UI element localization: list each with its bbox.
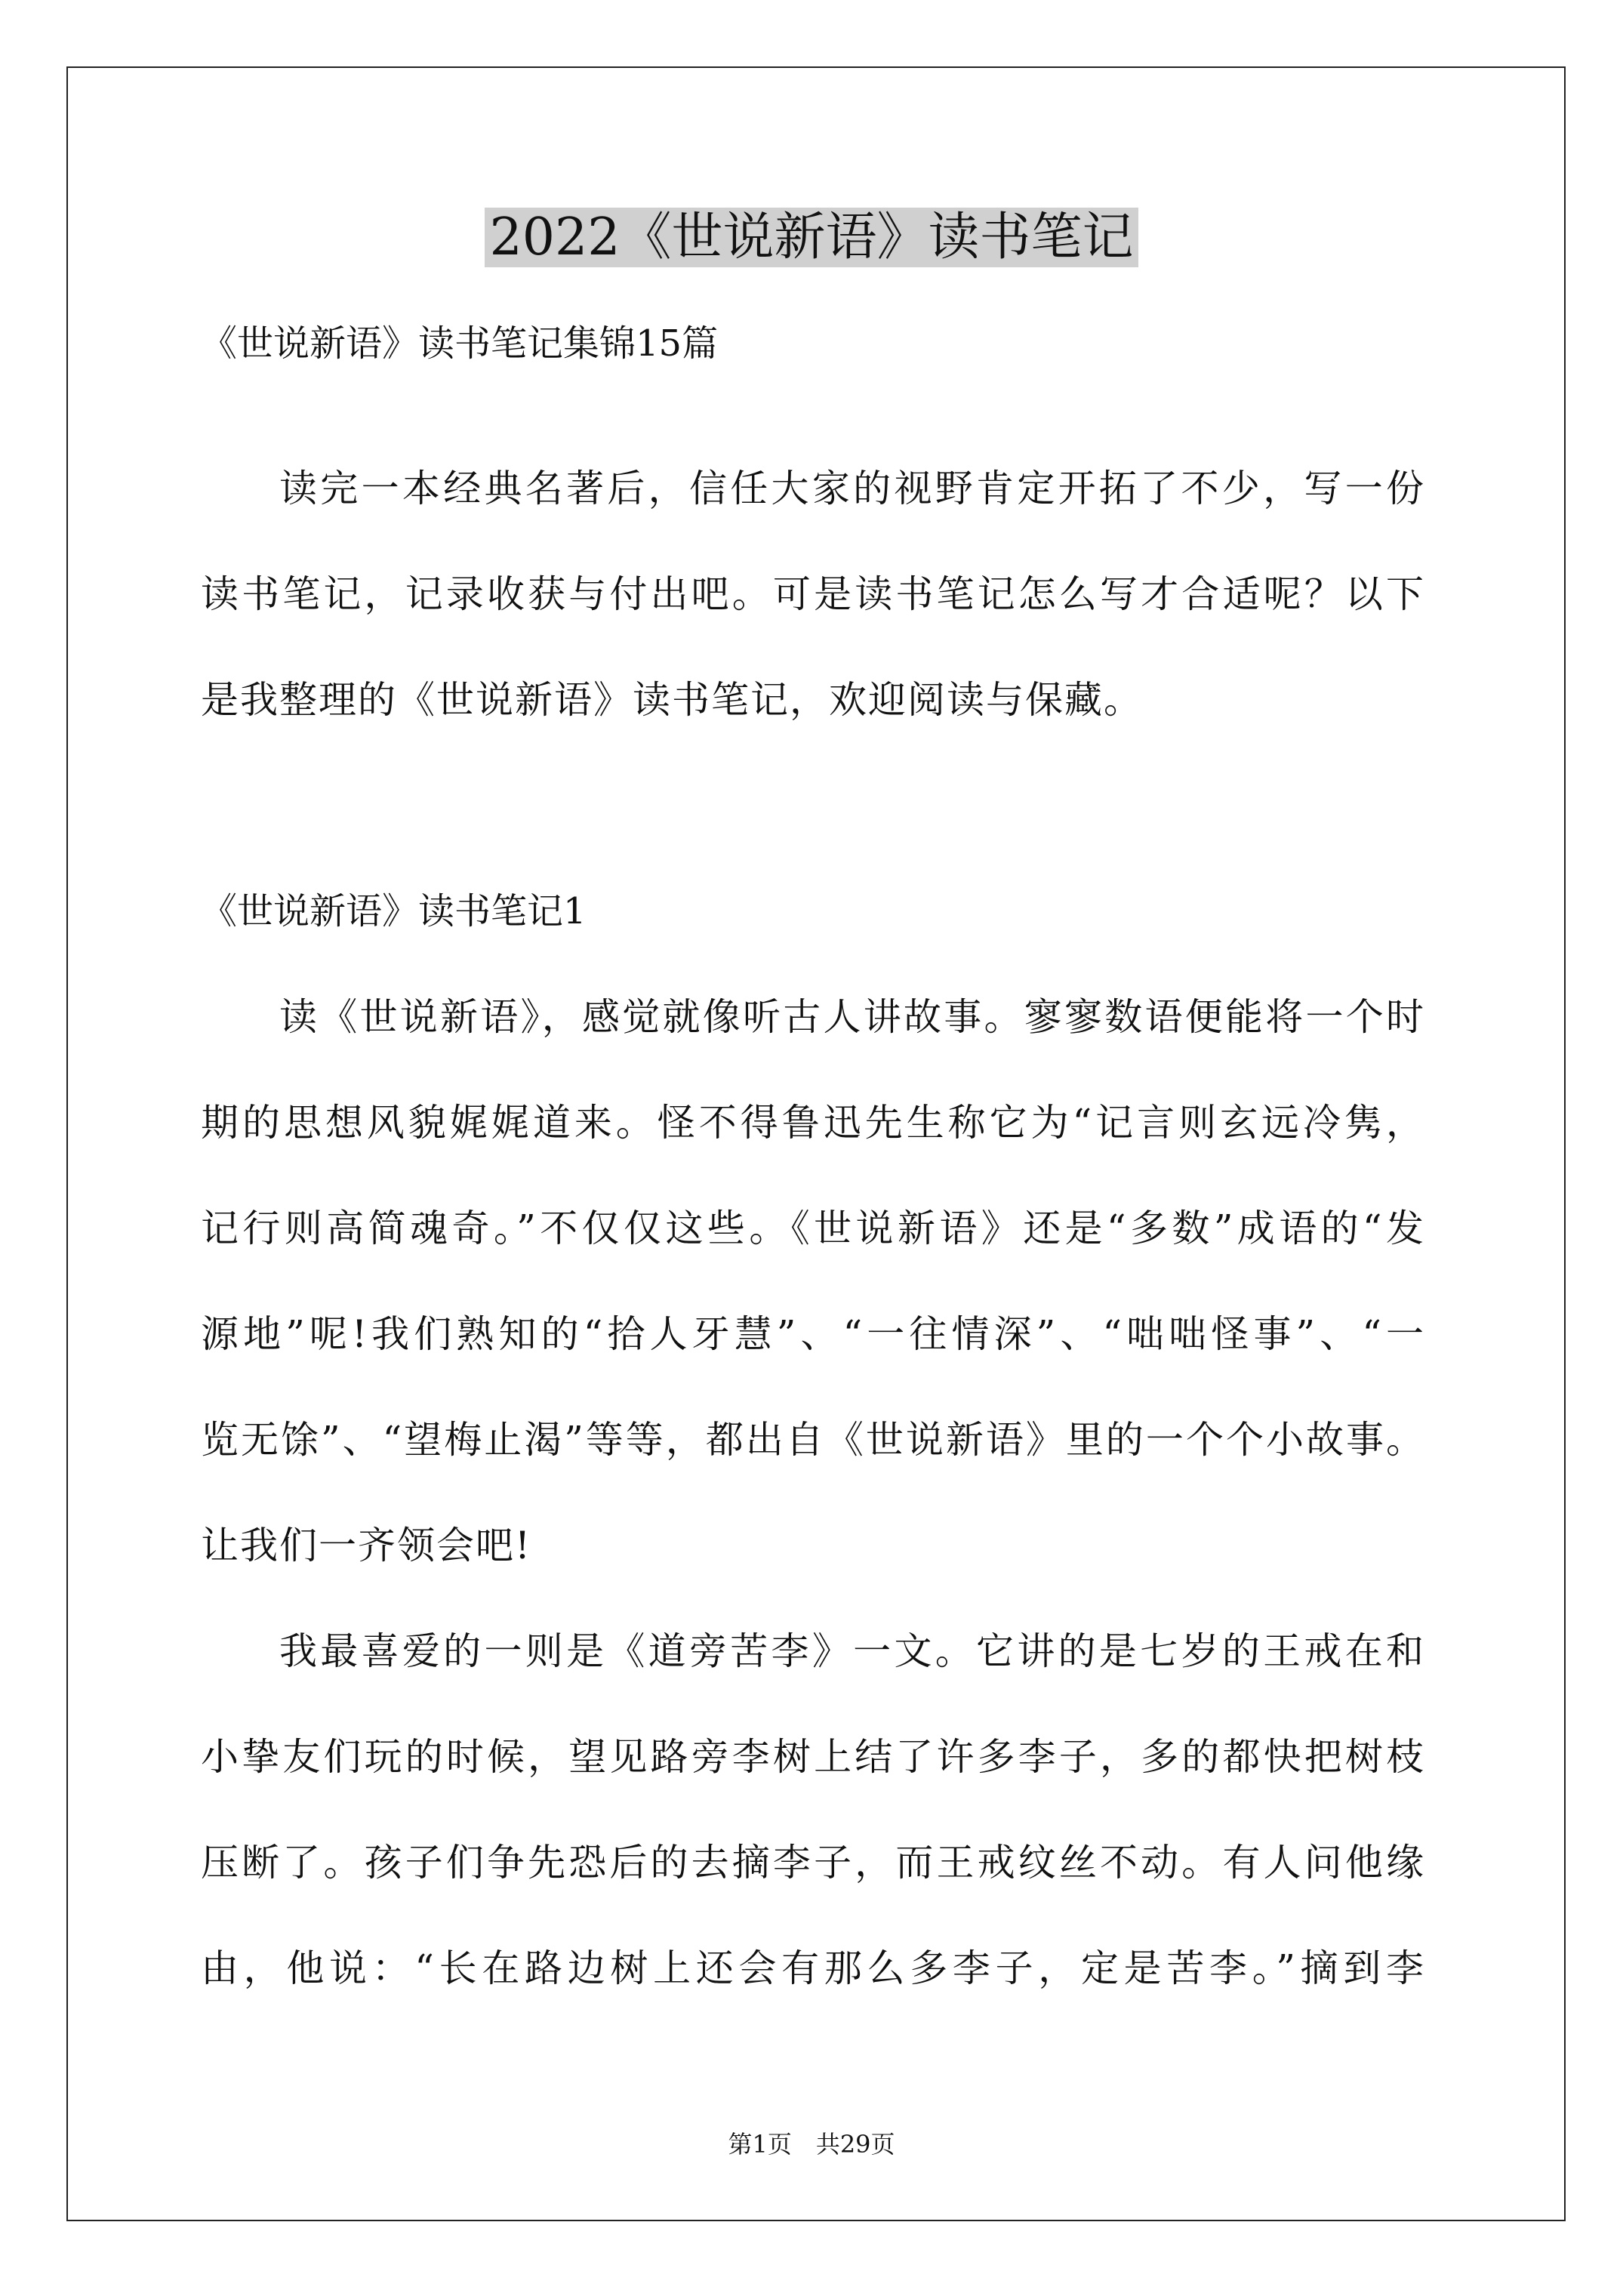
intro-line: 是我整理的《世说新语》读书笔记，欢迎阅读与保藏。	[201, 678, 1143, 722]
paragraph-line: 小挚友们玩的时候，望见路旁李树上结了许多李子，多的都快把树枝	[201, 1735, 1424, 1779]
document-title-text: 2022《世说新语》读书笔记	[485, 208, 1138, 267]
section-heading: 《世说新语》读书笔记1	[201, 890, 587, 932]
paragraph-line: 让我们一齐领会吧!	[201, 1524, 532, 1567]
intro-line: 读完一本经典名著后，信任大家的视野肯定开拓了不少，写一份	[279, 467, 1424, 510]
document-subtitle: 《世说新语》读书笔记集锦15篇	[201, 322, 719, 365]
paragraph-line: 记行则高简魂奇。”不仅仅这些。《世说新语》还是“多数”成语的“发	[201, 1207, 1424, 1250]
paragraph-line: 源地”呢!我们熟知的“拾人牙慧”、“一往情深”、“咄咄怪事”、“一	[201, 1312, 1424, 1356]
document-title	[0, 196, 1623, 279]
paragraph-line: 我最喜爱的一则是《道旁苦李》一文。它讲的是七岁的王戒在和	[279, 1629, 1424, 1673]
intro-line: 读书笔记，记录收获与付出吧。可是读书笔记怎么写才合适呢？以下	[201, 572, 1424, 616]
paragraph-line: 期的思想风貌娓娓道来。怪不得鲁迅先生称它为“记言则玄远冷隽，	[201, 1101, 1424, 1145]
paragraph-line: 览无馀”、“望梅止渴”等等，都出自《世说新语》里的一个个小故事。	[201, 1418, 1424, 1462]
paragraph-line: 压断了。孩子们争先恐后的去摘李子，而王戒纹丝不动。有人问他缘	[201, 1841, 1424, 1885]
paragraph-line: 由，他说：“长在路边树上还会有那么多李子，定是苦李。”摘到李	[201, 1946, 1424, 1990]
paragraph-line: 读《世说新语》，感觉就像听古人讲故事。寥寥数语便能将一个时	[279, 995, 1424, 1039]
page-footer: 第1页 共29页	[728, 2130, 895, 2159]
